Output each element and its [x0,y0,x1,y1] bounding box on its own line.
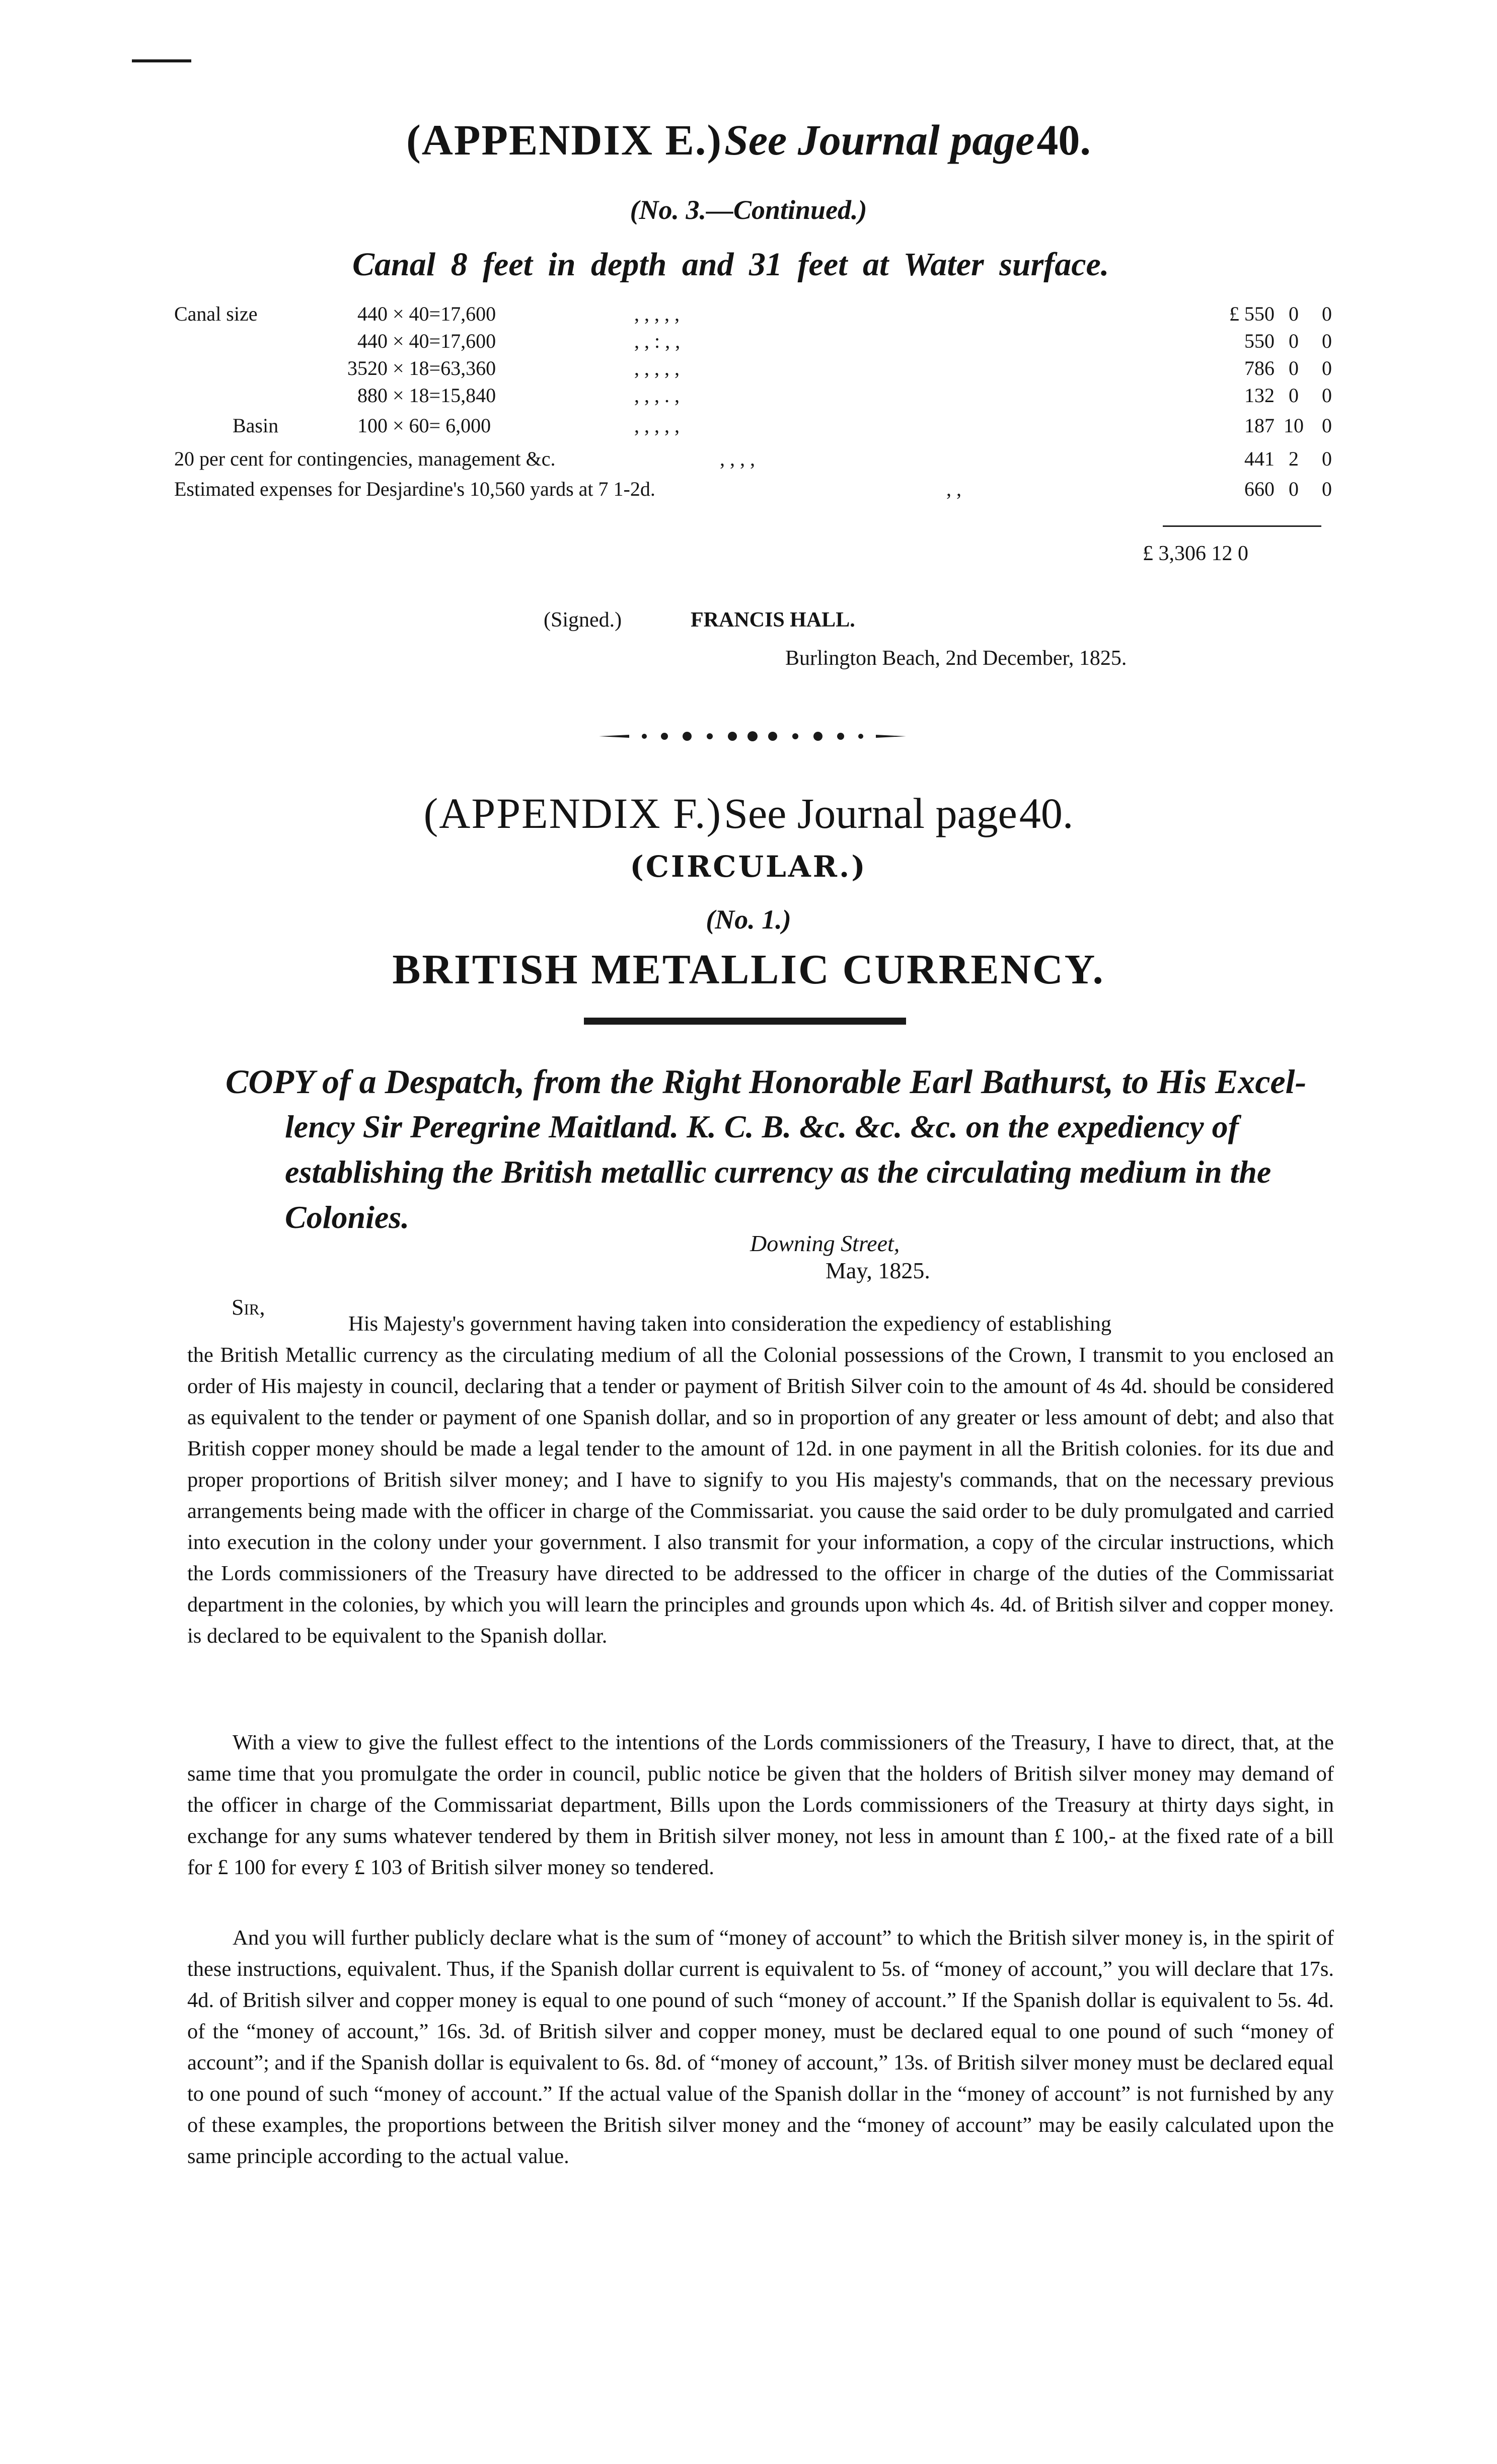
appendix-f-page: 40. [1019,789,1074,837]
cost-pence: 0 [1322,414,1332,437]
cost-pence: 0 [1322,447,1332,470]
paragraph-opening-line: His Majesty's government having taken into consideration the expediency of establishing [348,1312,1112,1336]
cost-ditto: , , , . , [634,384,680,407]
cost-ditto: , , : , , [634,330,681,352]
appendix-e-heading [0,115,1497,165]
cost-pence: 0 [1322,330,1332,352]
salutation: Sir, [232,1295,265,1320]
despatch-heading-line: establishing the British metallic currency as the circulating medium in the [285,1154,1271,1190]
top-dash-rule [132,59,191,62]
dateline-date: May, 1825. [826,1258,930,1283]
paragraph-text: the British Metallic currency as the circulating medium of all the Colonial possessions of the Crown, I transmit to you enclosed an order of His majesty in council, declaring that a tender or payment of British Silver coin to the amount of 4s 4d. should be considered as equivalent to the tender or payment of one Spanish dollar, and so in proportion of any greater or less amount of debt; and also that British copper money should be made a legal tender to the amount of 12d. in one payment in all the British colonies. for its due and proper proportions of British silver money; and I have to signify to you His majesty's commands, that on the necessary previous arrangements being made with the officer in charge of the Commissariat. you cause the said order to be duly promulgated and carried into execution in the colony under your government. I also transmit for your information, a copy of the circular instructions, which the Lords commissioners of the Treasury have directed to be addressed to the officer in charge of the duties of the Commissariat department in the colonies, by which you will learn the principles and grounds upon which 4s. 4d. of British silver and copper money. is declared to be equivalent to the Spanish dollar. [187,1343,1334,1648]
cost-pounds: 441 [1244,447,1275,470]
ornamental-divider [599,729,906,744]
signer-name: FRANCIS HALL. [691,608,855,632]
cost-pence: 0 [1322,302,1332,325]
cost-shillings: 10 [1284,414,1304,437]
cost-pounds: 550 [1244,330,1275,352]
cost-shillings: 0 [1289,357,1299,379]
cost-pounds: 187 [1244,414,1275,437]
cost-shillings: 0 [1289,384,1299,407]
main-title: BRITISH METALLIC CURRENCY. [392,946,1105,993]
cost-shillings: 0 [1289,330,1299,352]
title-rule [584,1018,906,1025]
cost-calc: 100 × 60= 6,000 [357,414,491,437]
despatch-heading-line: Colonies. [285,1199,410,1235]
cost-calc: 880 × 18=15,840 [357,384,496,407]
number-label: (No. 1.) [706,904,791,935]
cost-pounds: 660 [1244,478,1275,500]
dateline-place: Downing Street, [750,1230,900,1256]
appendix-e-page: 40. [1036,116,1091,164]
cost-row [0,477,1497,509]
cost-shillings: 0 [1289,302,1299,325]
cost-shillings: 2 [1289,447,1299,470]
letter-paragraph: With a view to give the fullest effect to the intentions of the Lords commissioners of the Treasury, I have to direct, that, at the same time that you promulgate the order in council, public notice be given that the holders of British silver money may demand of the officer in charge of the Commissariat department, Bills upon the Lords commissioners of the Treasury at thirty days sight, in exchange for any sums whatever tendered by them in British silver money, not less in amount than £ 100,- at the fixed rate of a bill for £ 100 for every £ 103 of British silver money so tendered. [187,1731,1334,1879]
cost-pounds: 132 [1244,384,1275,407]
appendix-f-see: See Journal page [724,789,1017,837]
cost-pence: 0 [1322,357,1332,379]
cost-row [0,414,1497,446]
cost-label: Estimated expenses for Desjardine's 10,560 yards at 7 1-2d. [174,478,655,500]
cost-pounds: 786 [1244,357,1275,379]
cost-ditto: , , , , , [634,414,680,437]
appendix-e-label: (APPENDIX E.) [406,116,723,164]
signed-label: (Signed.) [544,608,622,632]
cost-pence: 0 [1322,384,1332,407]
cost-ditto: , , , , [720,447,755,470]
despatch-heading-line: lency Sir Peregrine Maitland. K. C. B. &c. &c. &c. on the expediency of [285,1109,1239,1144]
cost-ditto: , , [946,478,961,500]
total-rule [1163,525,1321,527]
letter-paragraph: And you will further publicly declare what is the sum of “money of account” to which the British silver money is, in the spirit of these instructions, equivalent. Thus, if the Spanish dollar current is equivalent to 5s. of “money of account,” you will declare that 17s. 4d. of British silver and copper money is equal to one pound of such “money of account.” If the Spanish dollar is equivalent to 5s. 4d. of the “money of account,” 16s. 3d. of British silver and copper money, must be declared equal to one pound of such “money of account”; and if the Spanish dollar is equivalent to 6s. 8d. of “money of account,” 13s. of British silver money must be declared equal to one pound of such “money of account.” If the actual value of the Spanish dollar in the “money of account” is not furnished by any of these examples, the proportions between the British silver money and the “money of account” may be easily calculated upon the same principle according to the actual value. [187,1926,1334,2168]
cost-row [0,447,1497,479]
signature-place-date: Burlington Beach, 2nd December, 1825. [785,647,1127,670]
appendix-f-heading [0,788,1497,838]
cost-label: Canal size [174,302,258,325]
cost-calc: 440 × 40=17,600 [357,330,496,352]
cost-calc: 440 × 40=17,600 [357,302,496,325]
despatch-heading-line: COPY of a Despatch, from the Right Honorable Earl Bathurst, to His Excel- [226,1062,1307,1101]
canal-heading: Canal 8 feet in depth and 31 feet at Water surface. [352,246,1109,283]
appendix-f-label: (APPENDIX F.) [423,789,722,837]
cost-ditto: , , , , , [634,302,680,325]
despatch-heading [226,1059,1345,1240]
cost-pence: 0 [1322,478,1332,500]
cost-total: £ 3,306 12 0 [1143,542,1248,565]
cost-shillings: 0 [1289,478,1299,500]
appendix-e-see: See Journal page [724,116,1035,164]
cost-label: 20 per cent for contingencies, management &c. [174,447,556,470]
cost-calc: 3520 × 18=63,360 [347,357,496,379]
cost-pounds: £ 550 [1229,302,1275,325]
circular-label: (CIRCULAR.) [630,850,867,884]
cost-label: Basin [233,414,279,437]
continued-subheading: (No. 3.—Continued.) [630,195,867,225]
cost-ditto: , , , , , [634,357,680,379]
cost-row [0,383,1497,416]
letter-paragraph [187,1308,1334,1652]
